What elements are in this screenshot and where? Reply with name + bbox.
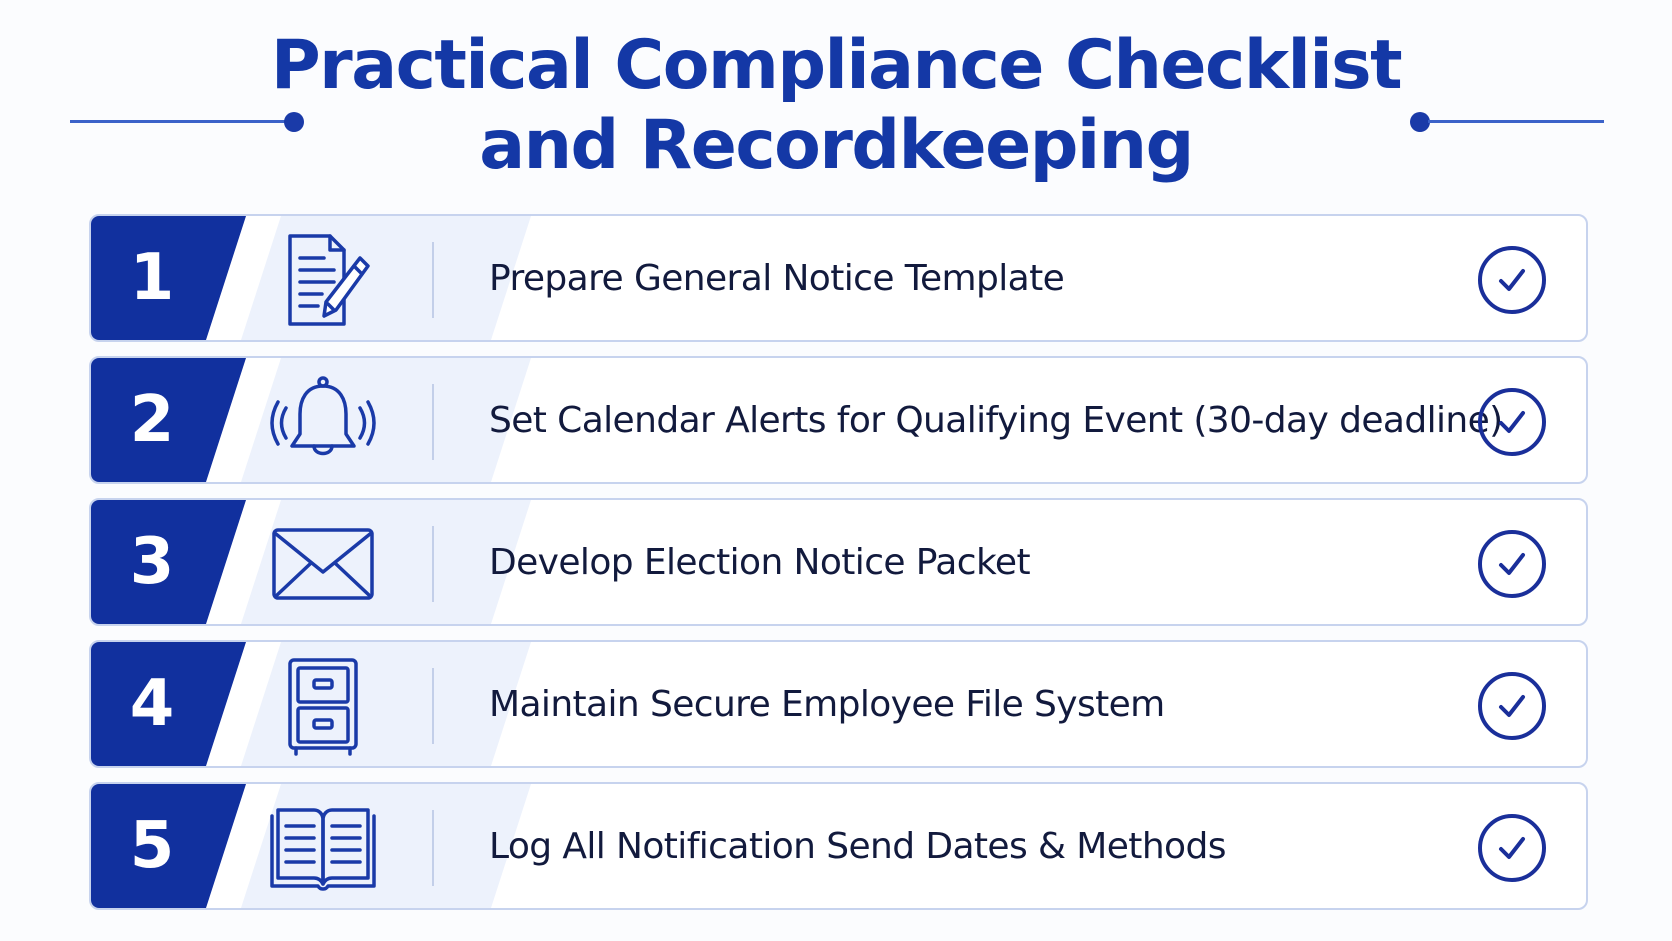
title-divider-dot-left	[284, 112, 304, 132]
checklist-item-3	[89, 498, 1588, 626]
envelope-icon	[263, 514, 383, 614]
check-circle-icon	[1478, 672, 1546, 740]
title-divider-dot-right	[1410, 112, 1430, 132]
check-circle-icon	[1478, 530, 1546, 598]
item-label: Develop Election Notice Packet	[489, 541, 1030, 583]
item-label: Prepare General Notice Template	[489, 257, 1065, 299]
item-number: 1	[129, 241, 175, 315]
file-cabinet-icon	[263, 656, 383, 756]
document-pen-icon	[263, 230, 383, 330]
item-number: 3	[129, 525, 175, 599]
separator	[432, 526, 434, 602]
open-book-icon	[263, 798, 383, 898]
separator	[432, 668, 434, 744]
item-label: Set Calendar Alerts for Qualifying Event (30-day deadline)	[489, 399, 1503, 441]
item-label: Maintain Secure Employee File System	[489, 683, 1165, 725]
check-circle-icon	[1478, 388, 1546, 456]
page-title	[0, 26, 1672, 186]
title-line-2: and Recordkeeping	[479, 106, 1193, 185]
checklist-item-4	[89, 640, 1588, 768]
item-number: 2	[129, 383, 175, 457]
separator	[432, 242, 434, 318]
item-number: 4	[129, 667, 175, 741]
check-circle-icon	[1478, 814, 1546, 882]
item-number: 5	[129, 809, 175, 883]
title-line-1: Practical Compliance Checklist	[270, 26, 1402, 105]
checklist-item-1	[89, 214, 1588, 342]
checklist-item-2	[89, 356, 1588, 484]
title-divider-left	[70, 120, 290, 123]
separator	[432, 810, 434, 886]
title-divider-right	[1428, 120, 1604, 123]
checklist-item-5	[89, 782, 1588, 910]
item-label: Log All Notification Send Dates & Methods	[489, 825, 1226, 867]
bell-icon	[263, 372, 383, 472]
separator	[432, 384, 434, 460]
check-circle-icon	[1478, 246, 1546, 314]
